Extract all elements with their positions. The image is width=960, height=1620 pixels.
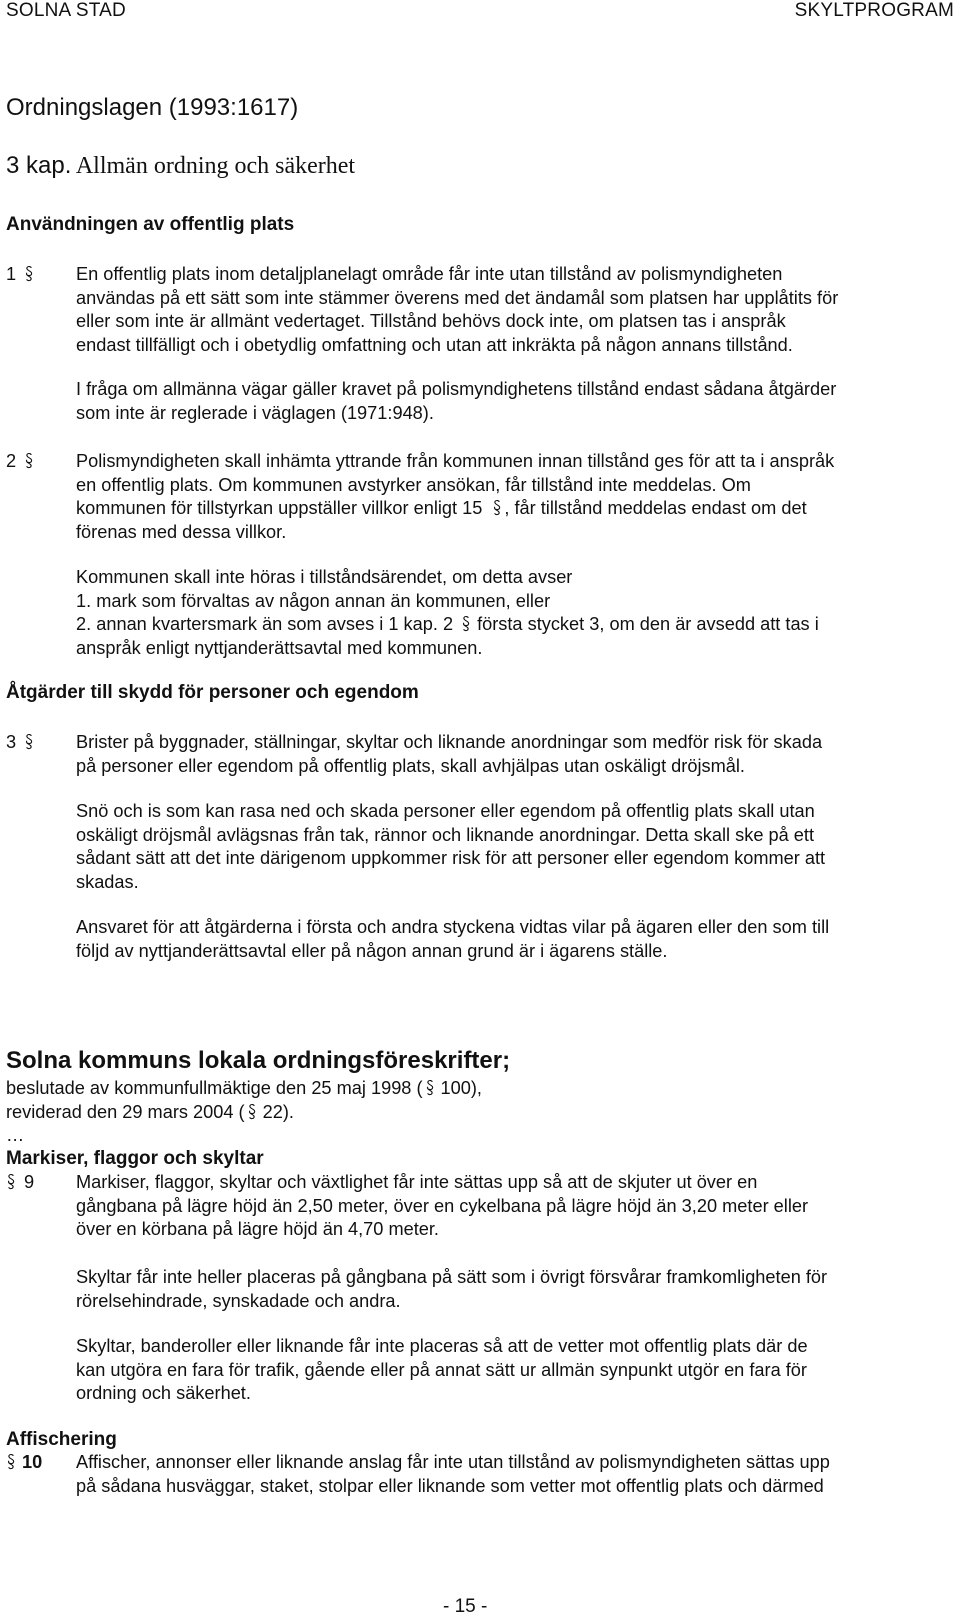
text-line: på sådana husväggar, staket, stolpar eller liknande som vetter mot offentlig plats och därmed	[76, 1475, 824, 1496]
chapter-title: Allmän ordning och säkerhet	[75, 153, 356, 179]
text-line	[76, 497, 834, 521]
paragraph-number-text: 10	[22, 1452, 43, 1472]
text-fragment: 2. annan kvartersmark än som avses i 1 kap. 2	[76, 614, 454, 634]
text-line: Snö och is som kan rasa ned och skada personer eller egendom på offentlig plats skall utan	[76, 801, 815, 821]
text-line: Skyltar, banderoller eller liknande får inte placeras så att de vetter mot offentlig plats där de	[76, 1336, 808, 1356]
paragraph-body	[76, 450, 834, 544]
ellipsis: …	[6, 1125, 25, 1145]
paragraph-body	[76, 1335, 808, 1406]
section-sign-icon	[24, 265, 34, 283]
text-line: Markiser, flaggor, skyltar och växtlighet får inte sättas upp så att de skjuter ut över en	[76, 1172, 758, 1192]
paragraph-number	[6, 1171, 34, 1195]
text-line: anspråk enligt nyttjanderättsavtal med kommunen.	[76, 637, 483, 658]
text-line: på personer eller egendom på offentlig plats, skall avhjälpas utan oskäligt dröjsmål.	[76, 755, 745, 776]
section-sign-icon	[247, 1103, 257, 1121]
paragraph-body	[76, 378, 836, 425]
local-ordinance-title: Solna kommuns lokala ordningsföreskrifter;	[6, 1047, 511, 1074]
law-title: Ordningslagen (1993:1617)	[6, 94, 299, 121]
text-fragment: första stycket 3, om den är avsedd att tas i	[477, 614, 819, 634]
chapter-number: 3 kap.	[6, 152, 72, 179]
text-line: Kommunen skall inte höras i tillståndsärendet, om detta avser	[76, 567, 573, 587]
text-fragment: beslutade av kommunfullmäktige den 25 maj 1998 (	[6, 1078, 423, 1098]
section-heading: Affischering	[6, 1429, 117, 1450]
text-line: Affischer, annonser eller liknande anslag får inte utan tillstånd av polismyndigheten sättas upp	[76, 1452, 830, 1472]
section-sign-icon	[461, 615, 471, 633]
section-heading: Markiser, flaggor och skyltar	[6, 1148, 264, 1169]
paragraph-number-text: 1	[6, 264, 17, 284]
text-line: Brister på byggnader, ställningar, skyltar och liknande anordningar som medför risk för skada	[76, 732, 823, 752]
text-line: eller som inte är allmänt vedertaget. Tillstånd behövs dock inte, om platsen tas i anspråk	[76, 311, 786, 331]
text-line: oskäligt dröjsmål avlägsnas från tak, rännor och liknande anordningar. Detta skall ske på ett	[76, 824, 815, 845]
text-line: kan utgöra en fara för trafik, gående eller på annat sätt ur allmän synpunkt utgör en fara för	[76, 1359, 807, 1380]
text-line: I fråga om allmänna vägar gäller kravet på polismyndighetens tillstånd endast sådana åtgärder	[76, 379, 837, 399]
text-fragment: 100),	[440, 1078, 482, 1098]
paragraph-body	[76, 916, 829, 963]
text-line: skadas.	[76, 871, 139, 892]
section-sign-icon	[492, 499, 502, 517]
paragraph-number-text: 2	[6, 451, 17, 471]
text-line: 1. mark som förvaltas av någon annan än kommunen, eller	[76, 590, 551, 611]
text-line: som inte är reglerade i väglagen (1971:948).	[76, 402, 434, 423]
paragraph-body	[76, 1451, 830, 1498]
text-line: en offentlig plats. Om kommunen avstyrker ansökan, får tillstånd inte meddelas. Om	[76, 474, 751, 495]
paragraph-body	[76, 263, 838, 357]
paragraph-number	[6, 731, 34, 755]
section-heading: Åtgärder till skydd för personer och egendom	[6, 682, 419, 703]
paragraph-body	[76, 731, 822, 778]
text-line: endast tillfälligt och i obetydlig omfattning och utan att inkräkta på någon annans tillstånd.	[76, 334, 793, 355]
section-sign-icon	[6, 1173, 16, 1191]
paragraph-number	[6, 263, 34, 287]
text-line: användas på ett sätt som inte stämmer överens med det ändamål som platsen har upplåtits för	[76, 287, 839, 308]
text-line	[6, 1101, 482, 1125]
section-sign-icon	[6, 1453, 16, 1471]
header-right: SKYLTPROGRAM	[794, 0, 954, 21]
section-sign-icon	[24, 733, 34, 751]
paragraph-body	[76, 566, 819, 660]
text-line: Polismyndigheten skall inhämta yttrande från kommunen innan tillstånd ges för att ta i anspråk	[76, 451, 835, 471]
text-line: sådant sätt att det inte därigenom uppkommer risk för att personer eller egendom kommer att	[76, 848, 826, 868]
paragraph-body	[76, 1171, 808, 1242]
text-fragment: kommunen för tillstyrkan uppställer villkor enligt 15	[76, 498, 483, 518]
page-number: - 15 -	[443, 1596, 488, 1617]
paragraph-number-text: 3	[6, 732, 17, 752]
text-line: följd av nyttjanderättsavtal eller på någon annan grund är i ägarens ställe.	[76, 940, 668, 961]
text-line: gångbana på lägre höjd än 2,50 meter, över en cykelbana på lägre höjd än 3,20 meter eller	[76, 1195, 809, 1216]
text-line: Skyltar får inte heller placeras på gångbana på sätt som i övrigt försvårar framkomligheten för	[76, 1267, 828, 1287]
paragraph-number	[6, 450, 34, 474]
text-line: ordning och säkerhet.	[76, 1383, 251, 1403]
text-fragment: reviderad den 29 mars 2004 (	[6, 1101, 245, 1122]
text-fragment: , får tillstånd meddelas endast om det	[504, 498, 807, 518]
paragraph-number	[6, 1451, 42, 1475]
text-line: över en körbana på lägre höjd än 4,70 meter.	[76, 1219, 439, 1239]
section-heading: Användningen av offentlig plats	[6, 214, 295, 235]
text-line: En offentlig plats inom detaljplanelagt område får inte utan tillstånd av polismyndigheten	[76, 264, 783, 284]
section-sign-icon	[24, 452, 34, 470]
text-line: rörelsehindrade, synskadade och andra.	[76, 1290, 401, 1311]
paragraph-body	[76, 1266, 827, 1313]
text-fragment: 22).	[262, 1101, 294, 1122]
text-line	[6, 1077, 482, 1101]
paragraph-number-text: 9	[24, 1172, 35, 1192]
paragraph-body	[76, 800, 825, 894]
text-line: förenas med dessa villkor.	[76, 521, 287, 542]
section-sign-icon	[425, 1079, 435, 1097]
local-ordinance-meta	[6, 1077, 482, 1148]
chapter-heading	[6, 152, 355, 180]
text-line: Ansvaret för att åtgärderna i första och andra styckena vidtas vilar på ägaren eller den som till	[76, 917, 830, 937]
text-line	[76, 613, 819, 637]
header-left: SOLNA STAD	[6, 0, 126, 21]
